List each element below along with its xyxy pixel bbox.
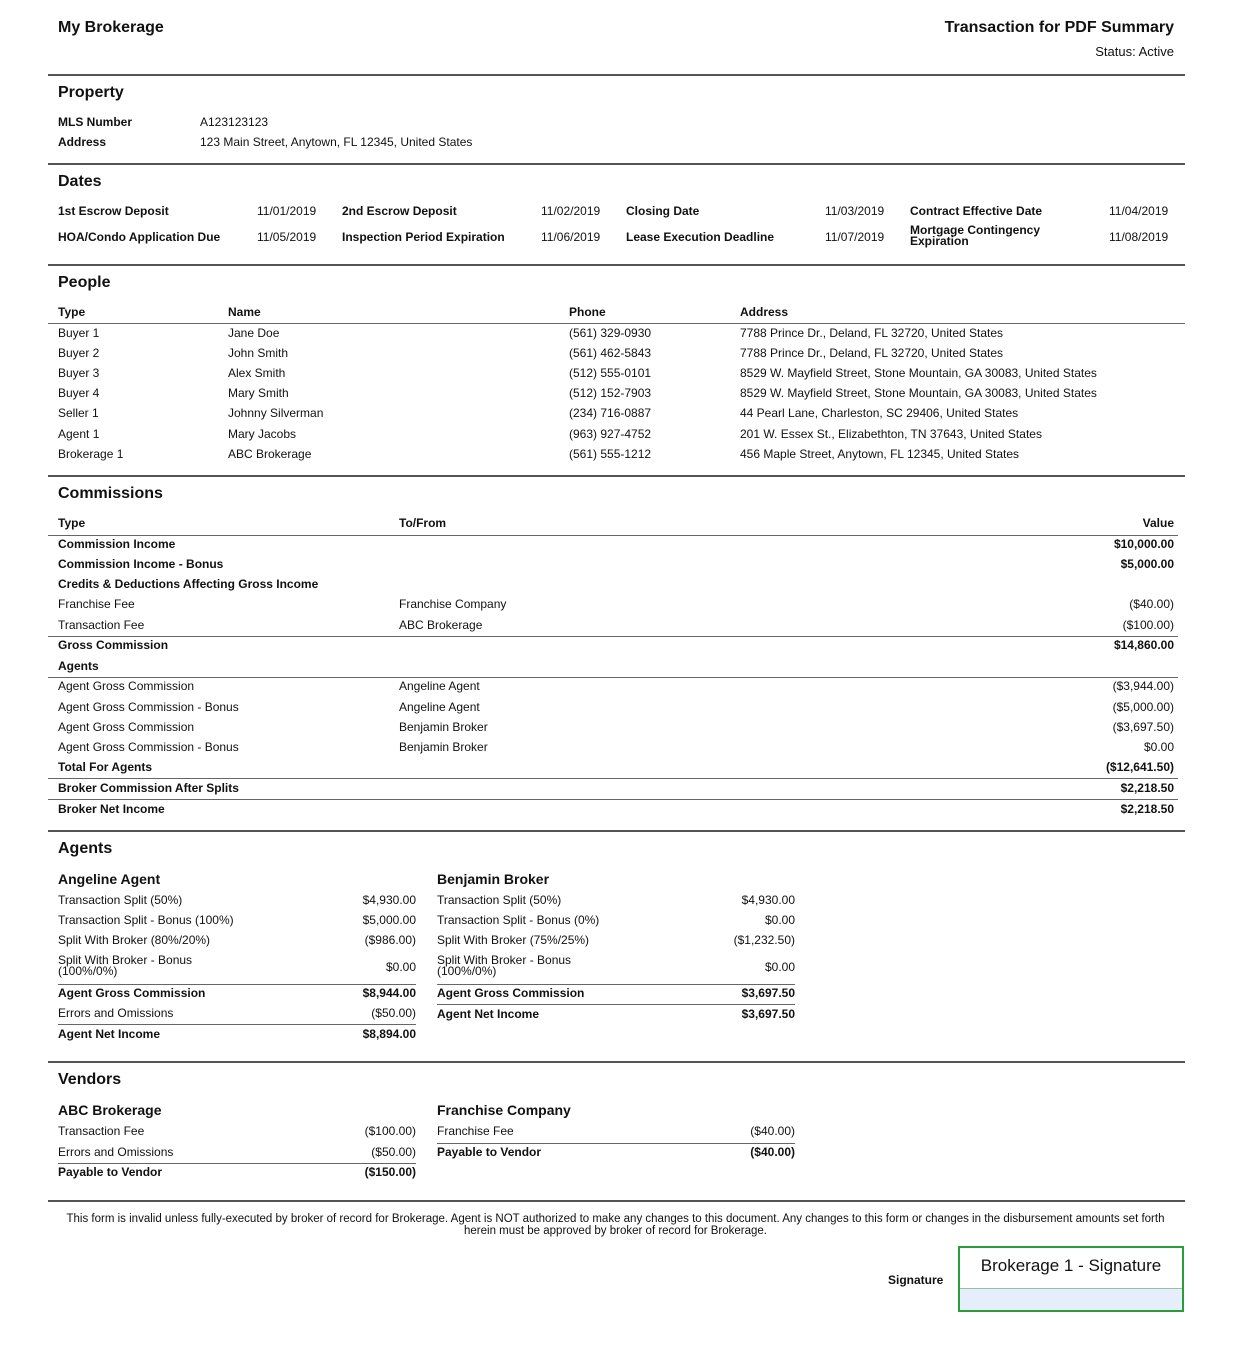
agent-line-label: Agent Net Income — [437, 1007, 540, 1021]
person-phone: (512) 555-0101 — [569, 366, 652, 380]
person-address: 44 Pearl Lane, Charleston, SC 29406, United States — [740, 406, 1019, 420]
person-address: 7788 Prince Dr., Deland, FL 32720, United States — [740, 346, 1004, 360]
person-phone: (512) 152-7903 — [569, 386, 652, 400]
agent-line-label: Agent Gross Commission — [437, 986, 585, 1000]
mls-number-label: MLS Number — [58, 115, 133, 129]
section-divider — [48, 1061, 1185, 1063]
commission-value: ($12,641.50) — [1105, 760, 1174, 774]
vendor-line-value: ($150.00) — [364, 1165, 416, 1179]
date-label: Mortgage Contingency Expiration — [910, 223, 1041, 248]
signature-field[interactable] — [958, 1246, 1184, 1312]
person-phone: (561) 555-1212 — [569, 447, 652, 461]
status-text: Status: Active — [1095, 44, 1174, 59]
commission-tofrom: ABC Brokerage — [399, 618, 483, 632]
agent-line-label: Transaction Split (50%) — [437, 893, 562, 907]
dates-section-title: Dates — [58, 173, 102, 190]
person-phone: (561) 462-5843 — [569, 346, 652, 360]
agent-name: Angeline Agent — [58, 871, 161, 887]
section-divider — [48, 830, 1185, 832]
date-label: Inspection Period Expiration — [342, 230, 505, 244]
person-address: 8529 W. Mayfield Street, Stone Mountain, GA 30083, United States — [740, 366, 1097, 380]
date-value: 11/04/2019 — [1109, 204, 1169, 218]
agent-line-value: $4,930.00 — [741, 893, 795, 907]
people-header-name: Name — [228, 305, 261, 319]
person-name: John Smith — [228, 346, 289, 360]
person-name: Johnny Silverman — [228, 406, 324, 420]
subtotal-rule — [58, 1163, 416, 1164]
date-label: Lease Execution Deadline — [626, 230, 775, 244]
date-label: Closing Date — [626, 204, 700, 218]
vendor-line-value: ($40.00) — [750, 1145, 795, 1159]
agent-line-label: Errors and Omissions — [58, 1006, 174, 1020]
subtotal-rule — [48, 778, 1178, 779]
agent-line-value: $5,000.00 — [362, 913, 416, 927]
commission-value: $2,218.50 — [1120, 802, 1174, 816]
commission-value: ($40.00) — [1129, 597, 1174, 611]
legal-notice: This form is invalid unless fully-executed by broker of record for Brokerage. Agent is NOT authorized to make any changes to this document. Any changes to this form or changes in the disbursement amounts set forth herein must be approved by broker of record for Brokerage. — [66, 1213, 1165, 1237]
commission-value: ($5,000.00) — [1112, 700, 1174, 714]
agent-line-label: Split With Broker - Bonus (100%/0%) — [58, 953, 193, 978]
commissions-section-title: Commissions — [58, 485, 163, 502]
address-value: 123 Main Street, Anytown, FL 12345, United States — [200, 135, 473, 149]
commission-type: Broker Net Income — [58, 802, 165, 816]
agent-line-value: $8,944.00 — [362, 986, 416, 1000]
person-type: Buyer 3 — [58, 366, 100, 380]
commission-tofrom: Benjamin Broker — [399, 740, 488, 754]
date-value: 11/06/2019 — [541, 230, 601, 244]
commission-value: $10,000.00 — [1113, 537, 1174, 551]
agent-line-value: ($986.00) — [364, 933, 416, 947]
date-value: 11/01/2019 — [257, 204, 317, 218]
people-header-type: Type — [58, 305, 86, 319]
agent-line-value: $4,930.00 — [362, 893, 416, 907]
section-divider — [48, 264, 1185, 266]
date-value: 11/08/2019 — [1109, 230, 1169, 244]
date-value: 11/05/2019 — [257, 230, 317, 244]
subtotal-rule — [437, 1143, 795, 1144]
agent-line-value: $0.00 — [764, 960, 795, 974]
commission-tofrom: Angeline Agent — [399, 700, 480, 714]
subtotal-rule — [48, 799, 1178, 800]
agent-line-label: Agent Net Income — [58, 1027, 161, 1041]
signature-label: Signature — [888, 1273, 944, 1287]
commission-type: Agent Gross Commission — [58, 720, 195, 734]
date-label: 1st Escrow Deposit — [58, 204, 169, 218]
table-header-rule — [48, 323, 1185, 324]
commission-type: Commission Income — [58, 537, 176, 551]
agent-line-value: $8,894.00 — [362, 1027, 416, 1041]
agent-name: Benjamin Broker — [437, 871, 550, 887]
vendor-name: Franchise Company — [437, 1102, 571, 1118]
vendor-name: ABC Brokerage — [58, 1102, 162, 1118]
commission-tofrom: Benjamin Broker — [399, 720, 488, 734]
agent-line-label: Transaction Split - Bonus (100%) — [58, 913, 234, 927]
brokerage-name: My Brokerage — [58, 19, 164, 36]
vendor-line-label: Transaction Fee — [58, 1124, 145, 1138]
person-name: Alex Smith — [228, 366, 286, 380]
agent-line-label: Split With Broker (75%/25%) — [437, 933, 590, 947]
agent-line-label: Split With Broker - Bonus (100%/0%) — [437, 953, 572, 978]
commission-value: $2,218.50 — [1120, 781, 1174, 795]
date-value: 11/02/2019 — [541, 204, 601, 218]
commission-tofrom: Angeline Agent — [399, 679, 480, 693]
commission-value: $0.00 — [1143, 740, 1174, 754]
agent-line-label: Split With Broker (80%/20%) — [58, 933, 211, 947]
vendor-line-label: Franchise Fee — [437, 1124, 514, 1138]
person-address: 201 W. Essex St., Elizabethton, TN 37643, United States — [740, 427, 1042, 441]
person-name: Mary Smith — [228, 386, 289, 400]
date-label: 2nd Escrow Deposit — [342, 204, 457, 218]
commission-value: ($3,697.50) — [1112, 720, 1174, 734]
property-section-title: Property — [58, 84, 124, 101]
person-name: ABC Brokerage — [228, 447, 312, 461]
section-divider — [48, 74, 1185, 76]
date-label: Contract Effective Date — [910, 204, 1043, 218]
vendor-line-value: ($50.00) — [371, 1145, 416, 1159]
subtotal-rule — [437, 984, 795, 985]
mls-number-value: A123123123 — [200, 115, 269, 129]
person-address: 456 Maple Street, Anytown, FL 12345, United States — [740, 447, 1020, 461]
commission-type: Total For Agents — [58, 760, 152, 774]
person-type: Seller 1 — [58, 406, 99, 420]
subtotal-rule — [58, 1024, 416, 1025]
person-phone: (963) 927-4752 — [569, 427, 652, 441]
person-type: Buyer 4 — [58, 386, 100, 400]
commissions-header-tofrom: To/From — [399, 516, 447, 530]
people-header-address: Address — [740, 305, 789, 319]
agents-section-title: Agents — [58, 840, 113, 857]
vendor-line-value: ($40.00) — [750, 1124, 795, 1138]
person-name: Jane Doe — [228, 326, 280, 340]
table-header-rule — [48, 535, 1178, 536]
signature-input-area[interactable] — [960, 1288, 1182, 1310]
commission-type: Agent Gross Commission - Bonus — [58, 700, 239, 714]
agent-line-value: $0.00 — [385, 960, 416, 974]
commissions-header-value: Value — [1142, 516, 1174, 530]
subtotal-rule — [437, 1004, 795, 1005]
commission-type: Agent Gross Commission — [58, 679, 195, 693]
agent-line-value: ($1,232.50) — [733, 933, 795, 947]
group-rule — [48, 677, 1178, 678]
person-type: Brokerage 1 — [58, 447, 124, 461]
person-address: 8529 W. Mayfield Street, Stone Mountain, GA 30083, United States — [740, 386, 1097, 400]
section-divider — [48, 163, 1185, 165]
person-phone: (561) 329-0930 — [569, 326, 652, 340]
subtotal-rule — [58, 984, 416, 985]
vendor-line-label: Payable to Vendor — [58, 1165, 163, 1179]
commission-type: Franchise Fee — [58, 597, 135, 611]
commission-type: Gross Commission — [58, 638, 169, 652]
commission-value: ($100.00) — [1122, 618, 1174, 632]
person-phone: (234) 716-0887 — [569, 406, 652, 420]
commission-value: $14,860.00 — [1113, 638, 1174, 652]
section-divider — [48, 1200, 1185, 1202]
person-name: Mary Jacobs — [228, 427, 297, 441]
person-address: 7788 Prince Dr., Deland, FL 32720, United States — [740, 326, 1004, 340]
vendor-line-label: Payable to Vendor — [437, 1145, 542, 1159]
commission-type: Agent Gross Commission - Bonus — [58, 740, 239, 754]
agent-line-value: ($50.00) — [371, 1006, 416, 1020]
agent-line-value: $3,697.50 — [741, 986, 795, 1000]
commissions-header-type: Type — [58, 516, 86, 530]
commission-tofrom: Franchise Company — [399, 597, 507, 611]
commission-type: Transaction Fee — [58, 618, 145, 632]
person-type: Buyer 1 — [58, 326, 100, 340]
document-title: Transaction for PDF Summary — [944, 19, 1174, 36]
commission-group-heading: Agents — [58, 659, 99, 673]
vendors-section-title: Vendors — [58, 1071, 122, 1088]
agent-line-value: $0.00 — [764, 913, 795, 927]
agent-line-value: $3,697.50 — [741, 1007, 795, 1021]
address-label: Address — [58, 135, 107, 149]
commission-value: ($3,944.00) — [1112, 679, 1174, 693]
date-value: 11/07/2019 — [825, 230, 885, 244]
vendor-line-value: ($100.00) — [364, 1124, 416, 1138]
commission-type: Commission Income - Bonus — [58, 557, 224, 571]
person-type: Buyer 2 — [58, 346, 100, 360]
person-type: Agent 1 — [58, 427, 100, 441]
agent-line-label: Transaction Split - Bonus (0%) — [437, 913, 600, 927]
agent-line-label: Transaction Split (50%) — [58, 893, 183, 907]
commission-group-heading: Credits & Deductions Affecting Gross Income — [58, 577, 319, 591]
people-section-title: People — [58, 274, 111, 291]
date-label: HOA/Condo Application Due — [58, 230, 221, 244]
commission-type: Broker Commission After Splits — [58, 781, 239, 795]
vendor-line-label: Errors and Omissions — [58, 1145, 174, 1159]
agent-line-label: Agent Gross Commission — [58, 986, 206, 1000]
commission-value: $5,000.00 — [1120, 557, 1174, 571]
subtotal-rule — [48, 636, 1178, 637]
people-header-phone: Phone — [569, 305, 606, 319]
signature-field-label: Brokerage 1 - Signature — [980, 1256, 1162, 1275]
section-divider — [48, 475, 1185, 477]
date-value: 11/03/2019 — [825, 204, 885, 218]
